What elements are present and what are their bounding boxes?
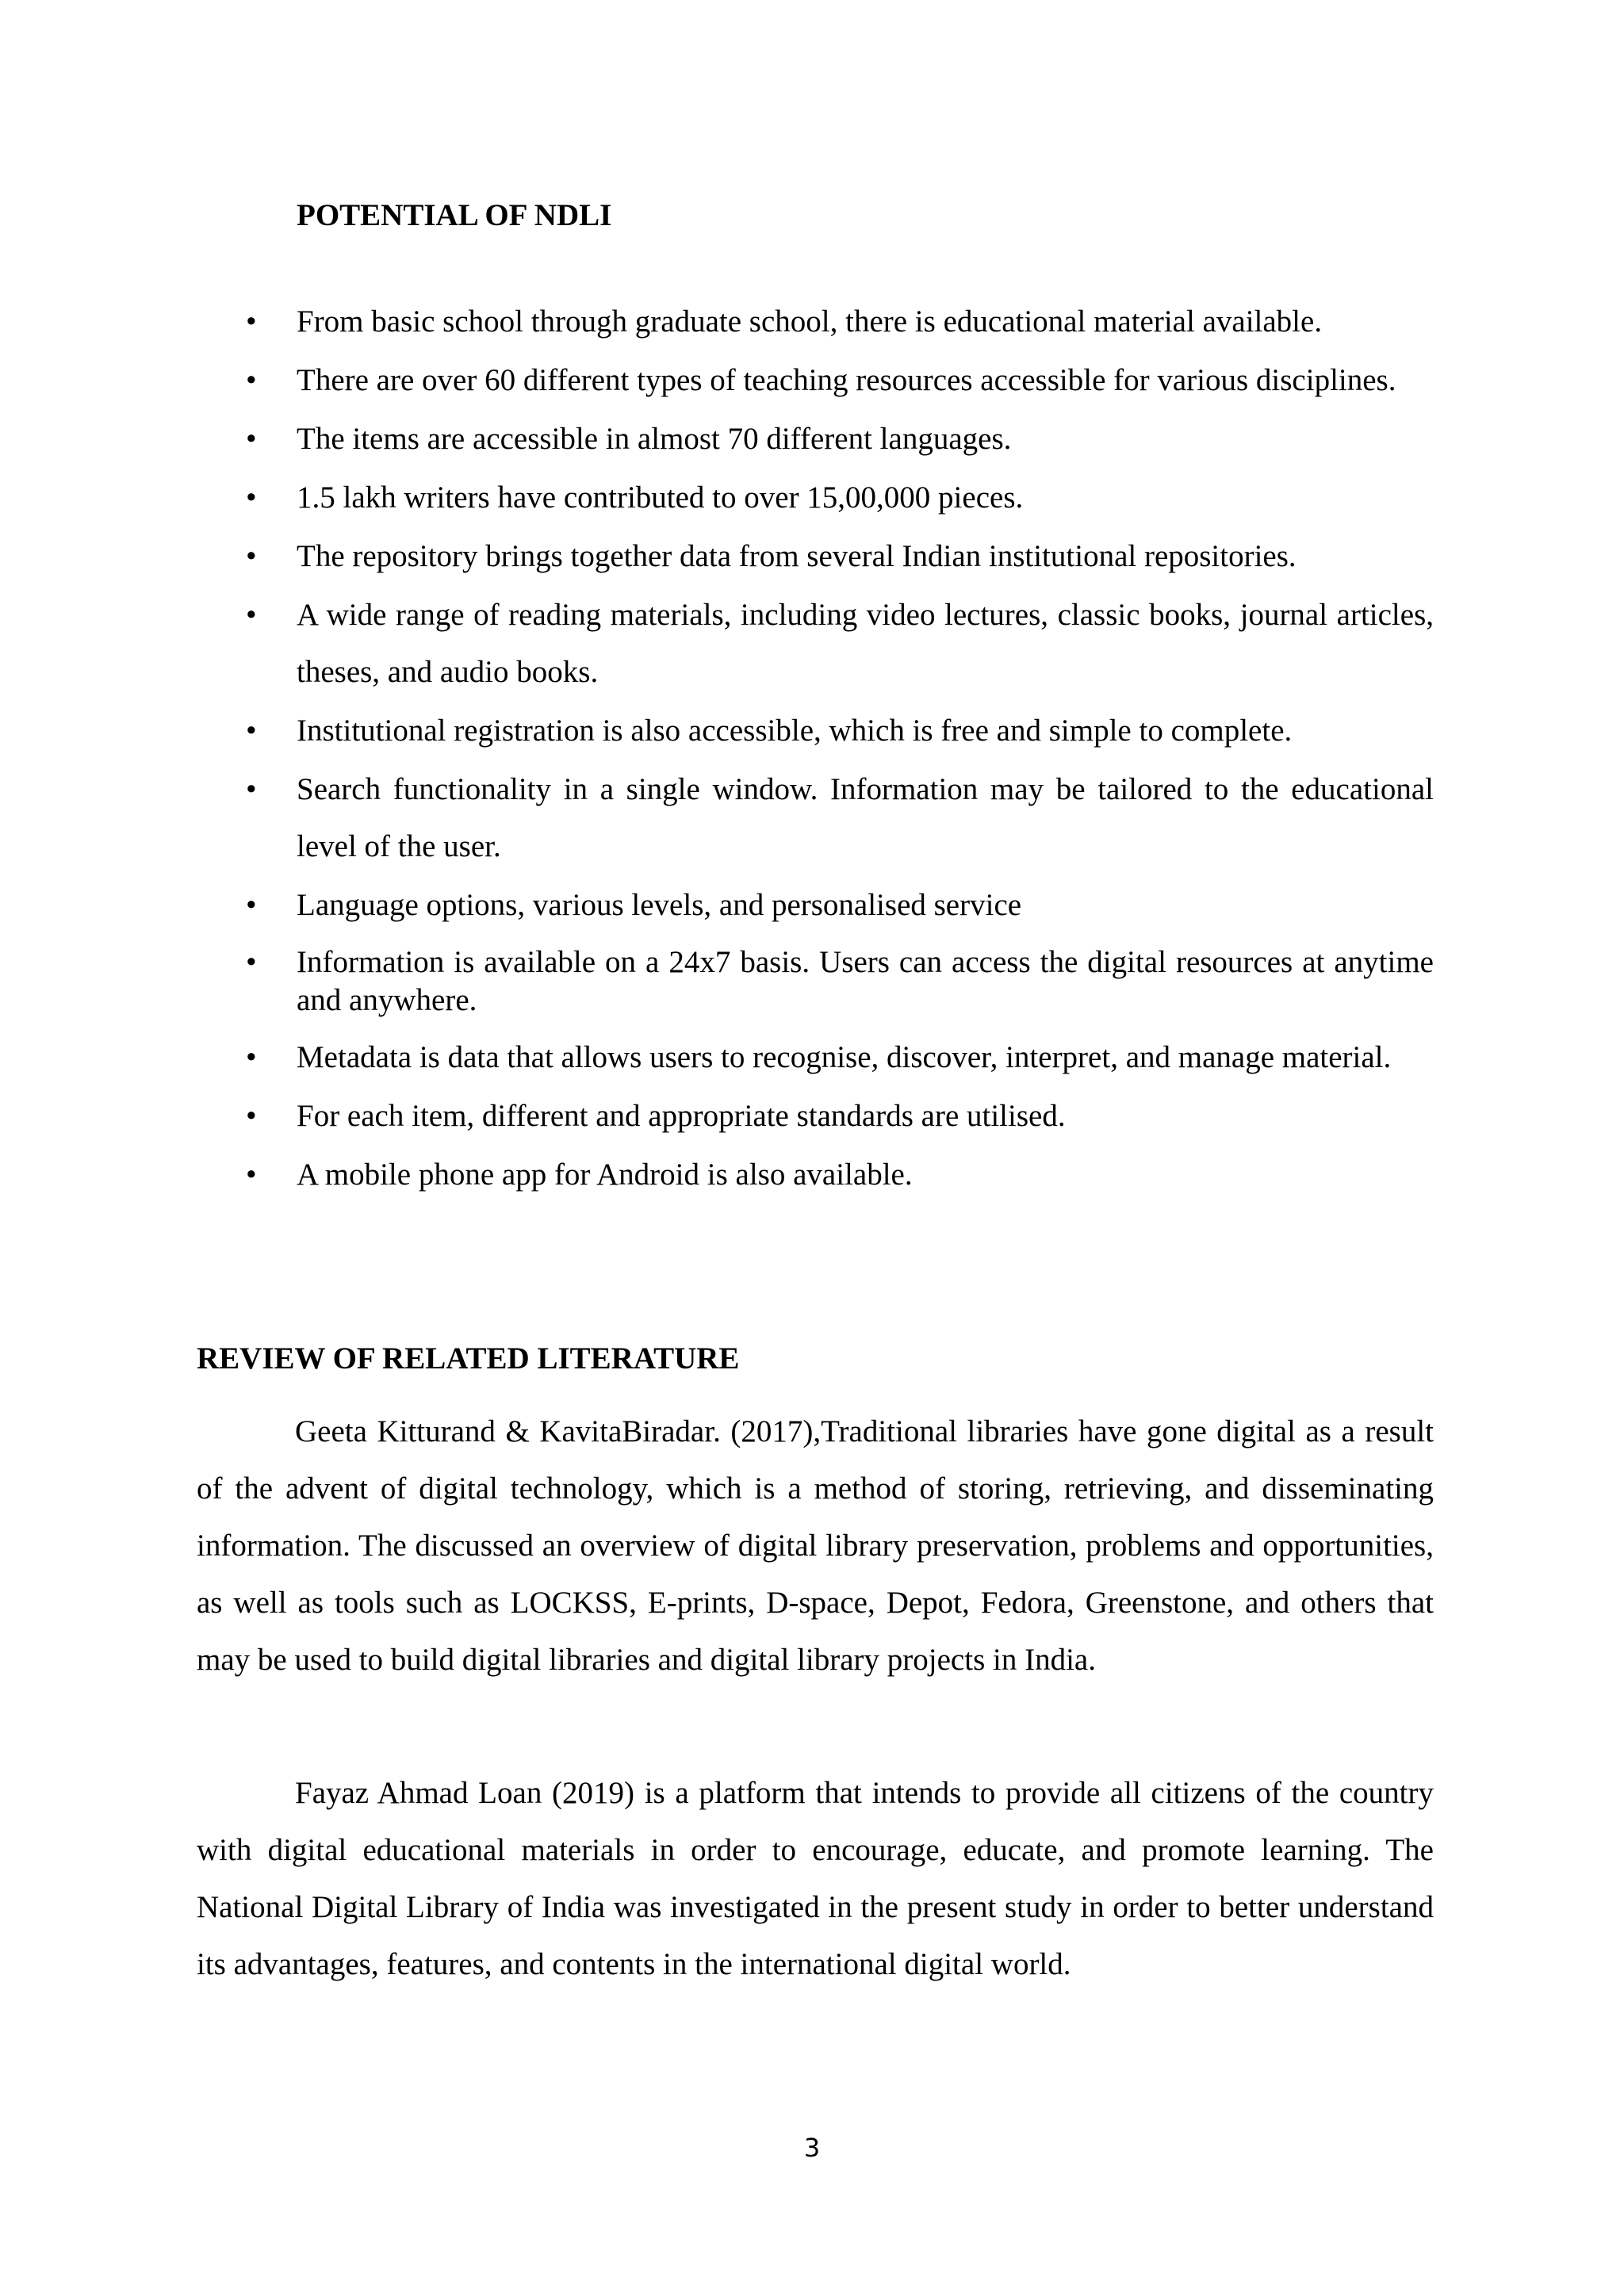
bullet-item: • There are over 60 different types of teaching resources accessible for various disciplines. [246,352,1434,409]
bullet-item: • Institutional registration is also accessible, which is free and simple to complete. [246,702,1434,760]
bullet-item: • Metadata is data that allows users to recognise, discover, interpret, and manage material. [246,1029,1434,1086]
bullet-item: • Language options, various levels, and personalised service [246,877,1434,934]
bullet-item: • The items are accessible in almost 70 different languages. [246,411,1434,468]
bullet-item: • A wide range of reading materials, including video lectures, classic books, journal articles, theses, and audio books. [246,587,1434,701]
page-number: 3 [803,2133,821,2163]
bullet-item: • For each item, different and appropriate standards are utilised. [246,1088,1434,1145]
review-paragraph: Geeta Kitturand & KavitaBiradar. (2017),Traditional libraries have gone digital as a result of the advent of digital technology, which is a method of storing, retrieving, and disseminating information. The discussed an overview of digital library preservation, problems and opportunities, as well as tools such as LOCKSS, E-prints, D-space, Depot, Fedora, Greenstone, and others that may be used to build digital libraries and digital library projects in India. [197,1414,1434,1677]
bullet-item: • 1.5 lakh writers have contributed to over 15,00,000 pieces. [246,469,1434,526]
review-paragraph: Fayaz Ahmad Loan (2019) is a platform that intends to provide all citizens of the country with digital educational materials in order to encourage, educate, and promote learning. The National Digital Library of India was investigated in the present study in order to better understand its advantages, features, and contents in the international digital world. [197,1776,1434,1981]
bullet-item: • Search functionality in a single window. Information may be tailored to the educational level of the user. [246,761,1434,875]
bullet-item: • Information is available on a 24x7 basis. Users can access the digital resources at anytime and anywhere. [246,943,1434,1020]
potential-bullet-list [246,293,1434,1205]
potential-heading: POTENTIAL OF NDLI [297,198,612,232]
review-heading: REVIEW OF RELATED LITERATURE [197,1341,740,1376]
bullet-item: • The repository brings together data from several Indian institutional repositories. [246,528,1434,585]
bullet-item: • A mobile phone app for Android is also available. [246,1146,1434,1203]
bullet-item: • From basic school through graduate school, there is educational material available. [246,293,1434,350]
